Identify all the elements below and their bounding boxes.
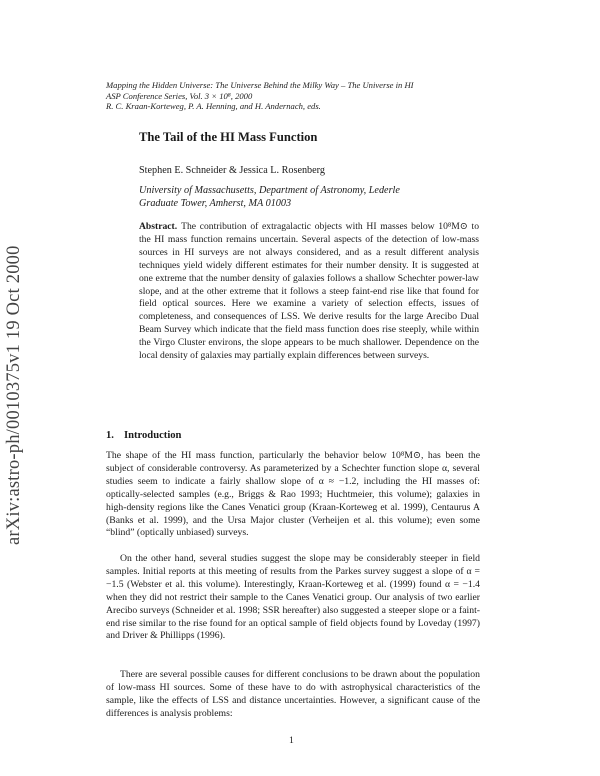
affiliation-line-1: University of Massachusetts, Department of Astronomy, Lederle xyxy=(139,185,400,196)
abstract-text: The contribution of extragalactic objects with HI masses below 10⁸M⊙ to the HI mass function remains uncertain. Several aspects of the detection of low-mass sources in HI surveys are not always considered, and as a result different analysis techniques yield widely different estimates for their number density. It is suggested at one extreme that the number density of galaxies follows a shallow Schechter power-law slope, and at the other extreme that it follows a steep faint-end rise like that found for field optical sources. Here we examine a variety of selection effects, issues of completeness, and consequences of LSS. We derive results for the large Arecibo Dual Beam Survey which indicate that the field mass function does rise steeply, while within the Virgo Cluster environs, the slope appears to be much shallower. Dependence on the local density of galaxies may partially explain differences between surveys. xyxy=(139,221,479,362)
series-line-2: ASP Conference Series, Vol. 3 × 10⁸, 2000 xyxy=(106,90,253,101)
series-line-3: R. C. Kraan-Korteweg, P. A. Henning, and H. Andernach, eds. xyxy=(106,101,321,112)
section-title: Introduction xyxy=(123,430,182,441)
conference-header xyxy=(106,80,414,112)
section-heading xyxy=(106,430,181,441)
paragraph-2: On the other hand, several studies suggest the slope may be considerably steeper in field samples. Initial reports at this meeting of results from the Parkes survey suggest a slope of α = −1.5 (Webster et al. this volume). Interestingly, Kraan-Korteweg et al. (1999) found α = −1.4 when they did not restrict their sample to the Canes Venatici group. Our analysis of two earlier Arecibo surveys (Schneider et al. 1998; SSR hereafter) also suggested a steeper slope or a faint-end rise similar to the rise found for an optical sample of field objects found by Loveday (1997) and Driver & Phillipps (1996). xyxy=(106,553,480,642)
affiliation xyxy=(139,184,400,210)
affiliation-line-2: Graduate Tower, Amherst, MA 01003 xyxy=(139,198,292,209)
series-line-1: Mapping the Hidden Universe: The Universe Behind the Milky Way – The Universe in HI xyxy=(106,80,414,90)
abstract xyxy=(139,221,479,363)
paragraph-1: The shape of the HI mass function, particularly the behavior below 10⁸M⊙, has been the subject of considerable controversy. As parameterized by a Schechter function slope α, several studies seem to indicate a fairly shallow slope of α ≈ −1.2, including the HI masses of: optically-selected samples (e.g., Briggs & Rao 1993; Huchtmeier, this volume); galaxies in high-density regions like the Canes Venatici group (Kraan-Korteweg et al. 1999), Centaurus A (Banks et al. 1999), and the Ursa Major cluster (Verheijen et al. this volume); even some “blind” (optically unbiased) surveys. xyxy=(106,450,480,539)
authors: Stephen E. Schneider & Jessica L. Rosenberg xyxy=(139,165,325,176)
section-number: 1. xyxy=(106,430,114,441)
paper-title: The Tail of the HI Mass Function xyxy=(139,130,318,144)
paragraph-3: There are several possible causes for different conclusions to be drawn about the population of low-mass HI sources. Some of these have to do with astrophysical characteristics of the sample, like the effects of LSS and distance uncertainties. However, a significant cause of the differences is analysis problems: xyxy=(106,669,480,719)
arxiv-stamp: arXiv:astro-ph/0010375v1 19 Oct 2000 xyxy=(4,245,24,545)
abstract-label: Abstract. xyxy=(139,221,178,232)
page-number: 1 xyxy=(289,735,294,746)
